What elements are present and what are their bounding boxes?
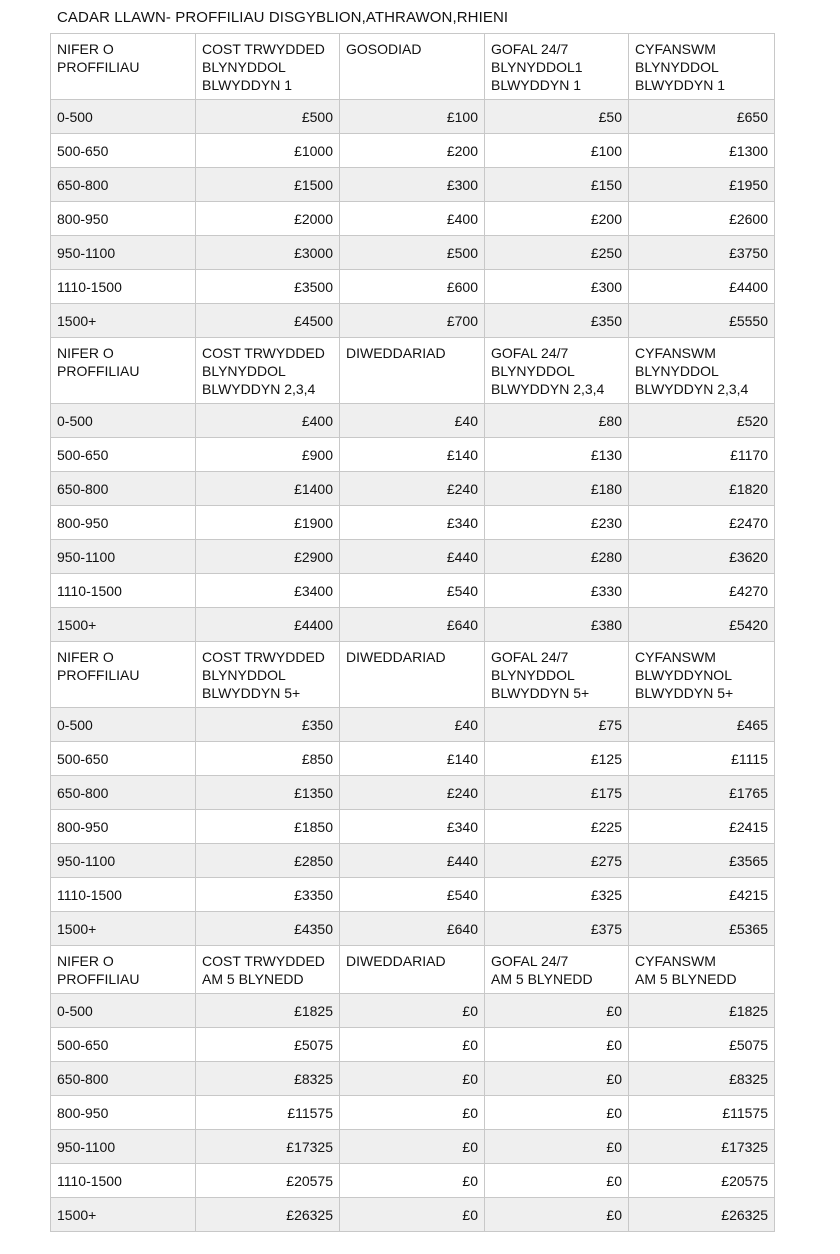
price-cell: £900 <box>196 438 340 472</box>
price-cell: £275 <box>485 844 629 878</box>
profile-range-cell: 1110-1500 <box>51 270 196 304</box>
price-cell: £330 <box>485 574 629 608</box>
column-header: CYFANSWM BLWYDDYNOL BLWYDDYN 5+ <box>629 642 775 708</box>
price-cell: £1300 <box>629 134 775 168</box>
price-cell: £640 <box>340 608 485 642</box>
profile-range-cell: 500-650 <box>51 438 196 472</box>
column-header: CYFANSWM BLYNYDDOL BLWYDDYN 1 <box>629 34 775 100</box>
price-cell: £0 <box>340 1096 485 1130</box>
price-cell: £4400 <box>629 270 775 304</box>
price-cell: £2415 <box>629 810 775 844</box>
price-cell: £80 <box>485 404 629 438</box>
price-cell: £5075 <box>629 1028 775 1062</box>
profile-range-cell: 1500+ <box>51 912 196 946</box>
price-cell: £3350 <box>196 878 340 912</box>
price-cell: £340 <box>340 506 485 540</box>
profile-range-cell: 500-650 <box>51 742 196 776</box>
price-cell: £650 <box>629 100 775 134</box>
table-row <box>51 912 775 946</box>
price-cell: £340 <box>340 810 485 844</box>
profile-range-cell: 950-1100 <box>51 236 196 270</box>
price-cell: £3620 <box>629 540 775 574</box>
price-cell: £1950 <box>629 168 775 202</box>
price-cell: £50 <box>485 100 629 134</box>
price-cell: £1820 <box>629 472 775 506</box>
price-cell: £100 <box>485 134 629 168</box>
price-cell: £500 <box>196 100 340 134</box>
table-row <box>51 404 775 438</box>
column-header: COST TRWYDDED BLYNYDDOL BLWYDDYN 5+ <box>196 642 340 708</box>
price-cell: £300 <box>340 168 485 202</box>
section-header-row <box>51 946 775 994</box>
price-cell: £380 <box>485 608 629 642</box>
price-cell: £100 <box>340 100 485 134</box>
profile-range-cell: 800-950 <box>51 202 196 236</box>
profile-range-cell: 1500+ <box>51 1198 196 1232</box>
price-cell: £3750 <box>629 236 775 270</box>
price-cell: £1825 <box>196 994 340 1028</box>
price-cell: £400 <box>196 404 340 438</box>
profile-range-cell: 650-800 <box>51 472 196 506</box>
table-row <box>51 844 775 878</box>
price-cell: £300 <box>485 270 629 304</box>
section-header-row <box>51 338 775 404</box>
price-cell: £1765 <box>629 776 775 810</box>
column-header: NIFER O PROFFILIAU <box>51 34 196 100</box>
profile-range-cell: 800-950 <box>51 1096 196 1130</box>
column-header: DIWEDDARIAD <box>340 642 485 708</box>
profile-range-cell: 800-950 <box>51 810 196 844</box>
table-row <box>51 810 775 844</box>
table-row <box>51 776 775 810</box>
price-cell: £240 <box>340 472 485 506</box>
column-header: CYFANSWM AM 5 BLYNEDD <box>629 946 775 994</box>
price-cell: £4350 <box>196 912 340 946</box>
price-cell: £3500 <box>196 270 340 304</box>
price-cell: £4215 <box>629 878 775 912</box>
price-cell: £2600 <box>629 202 775 236</box>
profile-range-cell: 0-500 <box>51 100 196 134</box>
table-row <box>51 540 775 574</box>
price-cell: £0 <box>340 1198 485 1232</box>
table-row <box>51 304 775 338</box>
price-cell: £130 <box>485 438 629 472</box>
price-cell: £0 <box>340 1164 485 1198</box>
table-row <box>51 1164 775 1198</box>
profile-range-cell: 1110-1500 <box>51 574 196 608</box>
table-row <box>51 168 775 202</box>
price-cell: £140 <box>340 742 485 776</box>
price-cell: £0 <box>340 994 485 1028</box>
price-cell: £600 <box>340 270 485 304</box>
profile-range-cell: 500-650 <box>51 134 196 168</box>
price-cell: £375 <box>485 912 629 946</box>
price-cell: £180 <box>485 472 629 506</box>
column-header: GOSODIAD <box>340 34 485 100</box>
price-cell: £250 <box>485 236 629 270</box>
column-header: COST TRWYDDED AM 5 BLYNEDD <box>196 946 340 994</box>
price-cell: £440 <box>340 540 485 574</box>
price-cell: £4270 <box>629 574 775 608</box>
column-header: COST TRWYDDED BLYNYDDOL BLWYDDYN 2,3,4 <box>196 338 340 404</box>
price-cell: £17325 <box>196 1130 340 1164</box>
column-header: GOFAL 24/7 AM 5 BLYNEDD <box>485 946 629 994</box>
table-row <box>51 472 775 506</box>
price-cell: £350 <box>485 304 629 338</box>
price-cell: £150 <box>485 168 629 202</box>
price-cell: £240 <box>340 776 485 810</box>
price-cell: £1500 <box>196 168 340 202</box>
pricing-table-body <box>51 34 775 1232</box>
column-header: NIFER O PROFFILIAU <box>51 946 196 994</box>
column-header: NIFER O PROFFILIAU <box>51 338 196 404</box>
table-row <box>51 506 775 540</box>
price-cell: £520 <box>629 404 775 438</box>
table-row <box>51 994 775 1028</box>
price-cell: £40 <box>340 708 485 742</box>
price-cell: £175 <box>485 776 629 810</box>
column-header: DIWEDDARIAD <box>340 946 485 994</box>
column-header: GOFAL 24/7 BLYNYDDOL1 BLWYDDYN 1 <box>485 34 629 100</box>
profile-range-cell: 650-800 <box>51 168 196 202</box>
price-cell: £325 <box>485 878 629 912</box>
profile-range-cell: 0-500 <box>51 708 196 742</box>
profile-range-cell: 0-500 <box>51 994 196 1028</box>
price-cell: £200 <box>340 134 485 168</box>
profile-range-cell: 950-1100 <box>51 1130 196 1164</box>
column-header: GOFAL 24/7 BLYNYDDOL BLWYDDYN 5+ <box>485 642 629 708</box>
price-cell: £20575 <box>196 1164 340 1198</box>
price-cell: £280 <box>485 540 629 574</box>
profile-range-cell: 950-1100 <box>51 540 196 574</box>
price-cell: £4500 <box>196 304 340 338</box>
price-cell: £0 <box>340 1062 485 1096</box>
table-row <box>51 574 775 608</box>
price-cell: £140 <box>340 438 485 472</box>
table-row <box>51 134 775 168</box>
profile-range-cell: 1500+ <box>51 304 196 338</box>
price-cell: £20575 <box>629 1164 775 1198</box>
profile-range-cell: 500-650 <box>51 1028 196 1062</box>
price-cell: £1900 <box>196 506 340 540</box>
price-cell: £26325 <box>629 1198 775 1232</box>
price-cell: £17325 <box>629 1130 775 1164</box>
price-cell: £700 <box>340 304 485 338</box>
column-header: CYFANSWM BLYNYDDOL BLWYDDYN 2,3,4 <box>629 338 775 404</box>
price-cell: £40 <box>340 404 485 438</box>
price-cell: £0 <box>485 994 629 1028</box>
price-cell: £1850 <box>196 810 340 844</box>
price-cell: £2850 <box>196 844 340 878</box>
price-cell: £2900 <box>196 540 340 574</box>
price-cell: £465 <box>629 708 775 742</box>
price-cell: £0 <box>485 1096 629 1130</box>
table-row <box>51 1096 775 1130</box>
price-cell: £540 <box>340 574 485 608</box>
table-row <box>51 100 775 134</box>
price-cell: £0 <box>485 1130 629 1164</box>
pricing-table <box>50 33 775 1232</box>
price-cell: £850 <box>196 742 340 776</box>
price-cell: £8325 <box>629 1062 775 1096</box>
profile-range-cell: 0-500 <box>51 404 196 438</box>
price-cell: £11575 <box>196 1096 340 1130</box>
price-cell: £1825 <box>629 994 775 1028</box>
profile-range-cell: 650-800 <box>51 1062 196 1096</box>
price-cell: £0 <box>340 1028 485 1062</box>
column-header: GOFAL 24/7 BLYNYDDOL BLWYDDYN 2,3,4 <box>485 338 629 404</box>
column-header: COST TRWYDDED BLYNYDDOL BLWYDDYN 1 <box>196 34 340 100</box>
price-cell: £125 <box>485 742 629 776</box>
price-cell: £440 <box>340 844 485 878</box>
table-row <box>51 608 775 642</box>
price-cell: £5420 <box>629 608 775 642</box>
table-row <box>51 742 775 776</box>
price-cell: £8325 <box>196 1062 340 1096</box>
price-cell: £500 <box>340 236 485 270</box>
price-cell: £0 <box>485 1062 629 1096</box>
price-cell: £200 <box>485 202 629 236</box>
price-cell: £640 <box>340 912 485 946</box>
price-cell: £0 <box>485 1164 629 1198</box>
price-cell: £2000 <box>196 202 340 236</box>
price-cell: £225 <box>485 810 629 844</box>
price-cell: £1350 <box>196 776 340 810</box>
profile-range-cell: 1110-1500 <box>51 878 196 912</box>
column-header: DIWEDDARIAD <box>340 338 485 404</box>
table-row <box>51 202 775 236</box>
section-header-row <box>51 642 775 708</box>
page-title: CADAR LLAWN- PROFFILIAU DISGYBLION,ATHRAWON,RHIENI <box>57 9 509 26</box>
price-cell: £3565 <box>629 844 775 878</box>
price-cell: £0 <box>485 1028 629 1062</box>
price-cell: £1115 <box>629 742 775 776</box>
profile-range-cell: 650-800 <box>51 776 196 810</box>
price-cell: £4400 <box>196 608 340 642</box>
profile-range-cell: 800-950 <box>51 506 196 540</box>
section-header-row <box>51 34 775 100</box>
price-cell: £5075 <box>196 1028 340 1062</box>
price-cell: £230 <box>485 506 629 540</box>
price-cell: £2470 <box>629 506 775 540</box>
price-cell: £75 <box>485 708 629 742</box>
price-cell: £0 <box>485 1198 629 1232</box>
price-cell: £1170 <box>629 438 775 472</box>
profile-range-cell: 950-1100 <box>51 844 196 878</box>
table-row <box>51 1062 775 1096</box>
price-cell: £0 <box>340 1130 485 1164</box>
table-row <box>51 1130 775 1164</box>
profile-range-cell: 1500+ <box>51 608 196 642</box>
table-row <box>51 878 775 912</box>
price-cell: £350 <box>196 708 340 742</box>
price-cell: £5550 <box>629 304 775 338</box>
price-cell: £1000 <box>196 134 340 168</box>
price-cell: £1400 <box>196 472 340 506</box>
price-cell: £5365 <box>629 912 775 946</box>
price-cell: £26325 <box>196 1198 340 1232</box>
price-cell: £400 <box>340 202 485 236</box>
table-row <box>51 236 775 270</box>
price-cell: £11575 <box>629 1096 775 1130</box>
table-row <box>51 1028 775 1062</box>
table-row <box>51 270 775 304</box>
table-row <box>51 708 775 742</box>
price-cell: £3000 <box>196 236 340 270</box>
profile-range-cell: 1110-1500 <box>51 1164 196 1198</box>
price-cell: £540 <box>340 878 485 912</box>
table-row <box>51 438 775 472</box>
price-cell: £3400 <box>196 574 340 608</box>
column-header: NIFER O PROFFILIAU <box>51 642 196 708</box>
table-row <box>51 1198 775 1232</box>
